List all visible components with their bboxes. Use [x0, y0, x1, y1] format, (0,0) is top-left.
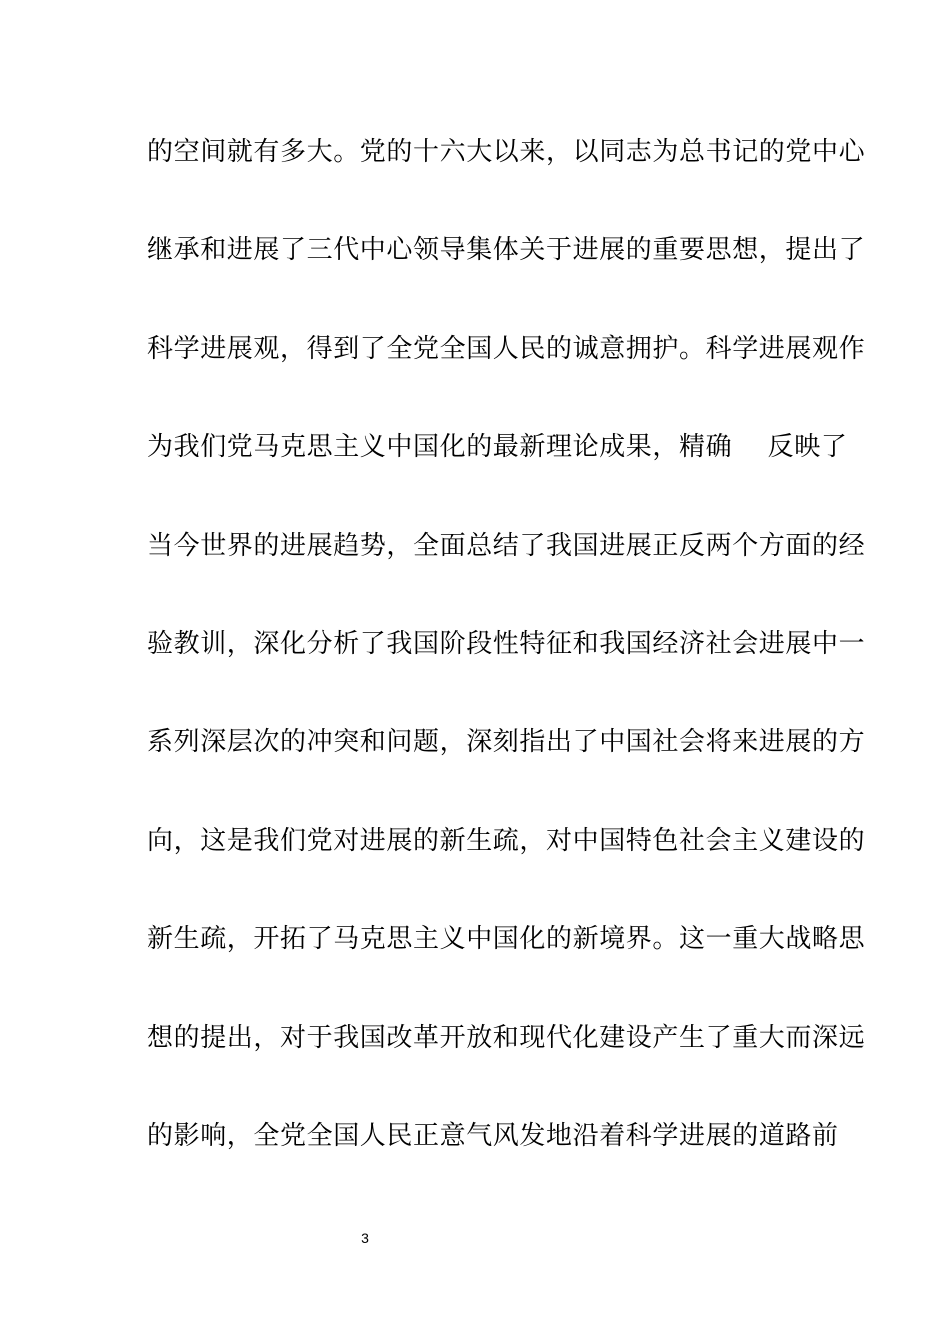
- text-line: 系列深层次的冲突和问题，深刻指出了中国社会将来进展的方: [147, 727, 866, 758]
- text-line: 为我们党马克思主义中国化的最新理论成果，精确 反映了: [147, 432, 848, 463]
- text-line: 当今世界的进展趋势，全面总结了我国进展正反两个方面的经: [147, 530, 866, 561]
- text-line: 向，这是我们党对进展的新生疏，对中国特色社会主义建设的: [147, 825, 866, 856]
- page-number: 3: [361, 1230, 369, 1246]
- text-line: 新生疏，开拓了马克思主义中国化的新境界。这一重大战略思: [147, 924, 866, 955]
- text-line: 验教训，深化分析了我国阶段性特征和我国经济社会进展中一: [147, 628, 866, 659]
- text-line: 科学进展观，得到了全党全国人民的诚意拥护。科学进展观作: [147, 333, 866, 364]
- text-line: 继承和进展了三代中心领导集体关于进展的重要思想，提出了: [147, 235, 866, 266]
- body-text: [147, 128, 866, 1210]
- text-line: 的影响，全党全国人民正意气风发地沿着科学进展的道路前: [147, 1120, 839, 1151]
- text-line: 想的提出，对于我国改革开放和现代化建设产生了重大而深远: [147, 1022, 866, 1053]
- text-line: 的空间就有多大。党的十六大以来，以同志为总书记的党中心: [147, 137, 866, 167]
